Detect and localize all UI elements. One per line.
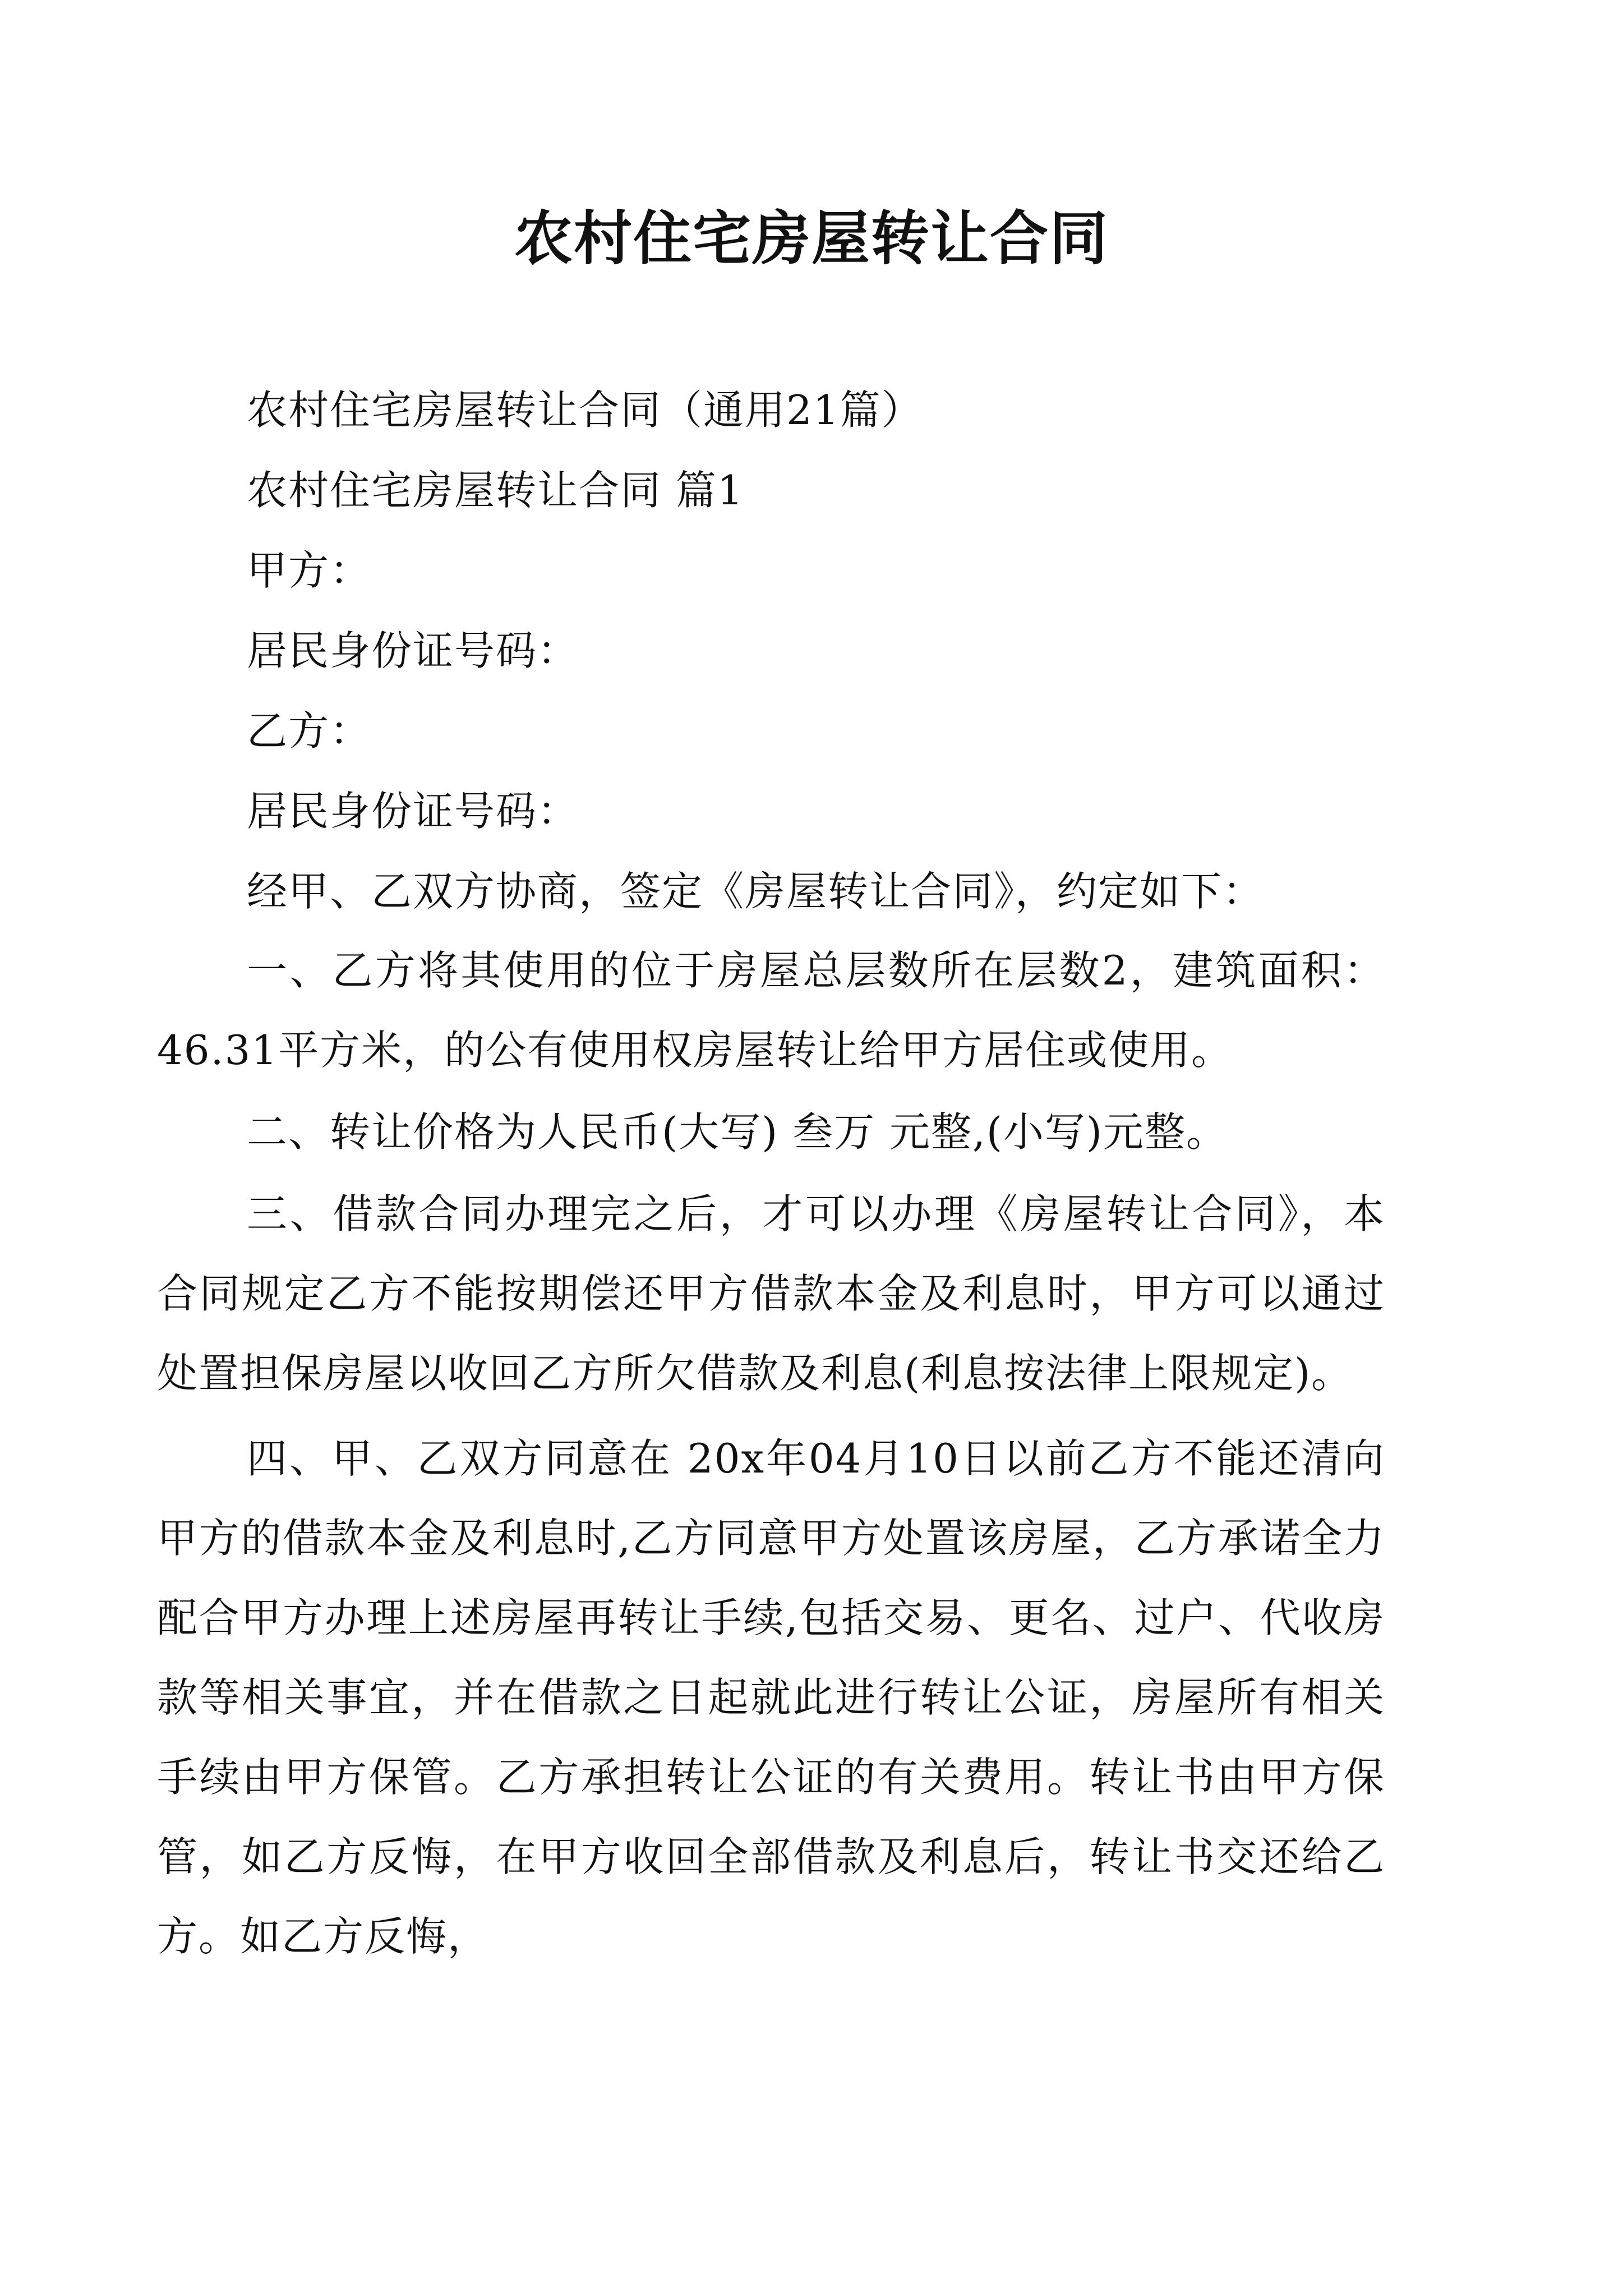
document-body: [247, 370, 1385, 932]
section-heading: 农村住宅房屋转让合同 篇1: [247, 467, 744, 514]
party-a-label: 甲方：: [247, 547, 372, 594]
clauses: [157, 931, 1385, 1978]
party-b-id-label: 居民身份证号码：: [247, 788, 579, 835]
clause-2: 二、转让价格为人民币(大写) 叁万 元整,(小写)元整。: [247, 1108, 1228, 1156]
party-a-id-label: 居民身份证号码：: [247, 627, 579, 674]
intro-paragraph: 经甲、乙双方协商，签定《房屋转让合同》，约定如下：: [247, 868, 1265, 915]
document-title: 农村住宅房屋转让合同: [514, 204, 1109, 273]
document-subtitle: 农村住宅房屋转让合同（通用21篇）: [247, 386, 923, 434]
clause-3: 三、借款合同办理完之后，才可以办理《房屋转让合同》，本合同规定乙方不能按期偿还甲方借款本金及利息时，甲方可以通过处置担保房屋以收回乙方所欠借款及利息(利息按法律上限规定)。: [157, 1190, 1385, 1397]
party-b-label: 乙方：: [247, 707, 372, 754]
clause-4: 四、甲、乙双方同意在 20x年04月10日以前乙方不能还清向甲方的借款本金及利息时,乙方同意甲方处置该房屋，乙方承诺全力配合甲方办理上述房屋再转让手续,包括交易、更名、过户、代收房款等相关事宜，并在借款之日起就此进行转让公证，房屋所有相关手续由甲方保管。乙方承担转让公证的有关费用。转让书由甲方保管，如乙方反悔，在甲方收回全部借款及利息后，转让书交还给乙方。如乙方反悔，: [157, 1435, 1385, 1960]
clause-1: 一、乙方将其使用的位于房屋总层数所在层数2，建筑面积：46.31平方米，的公有使用权房屋转让给甲方居住或使用。: [157, 947, 1385, 1074]
